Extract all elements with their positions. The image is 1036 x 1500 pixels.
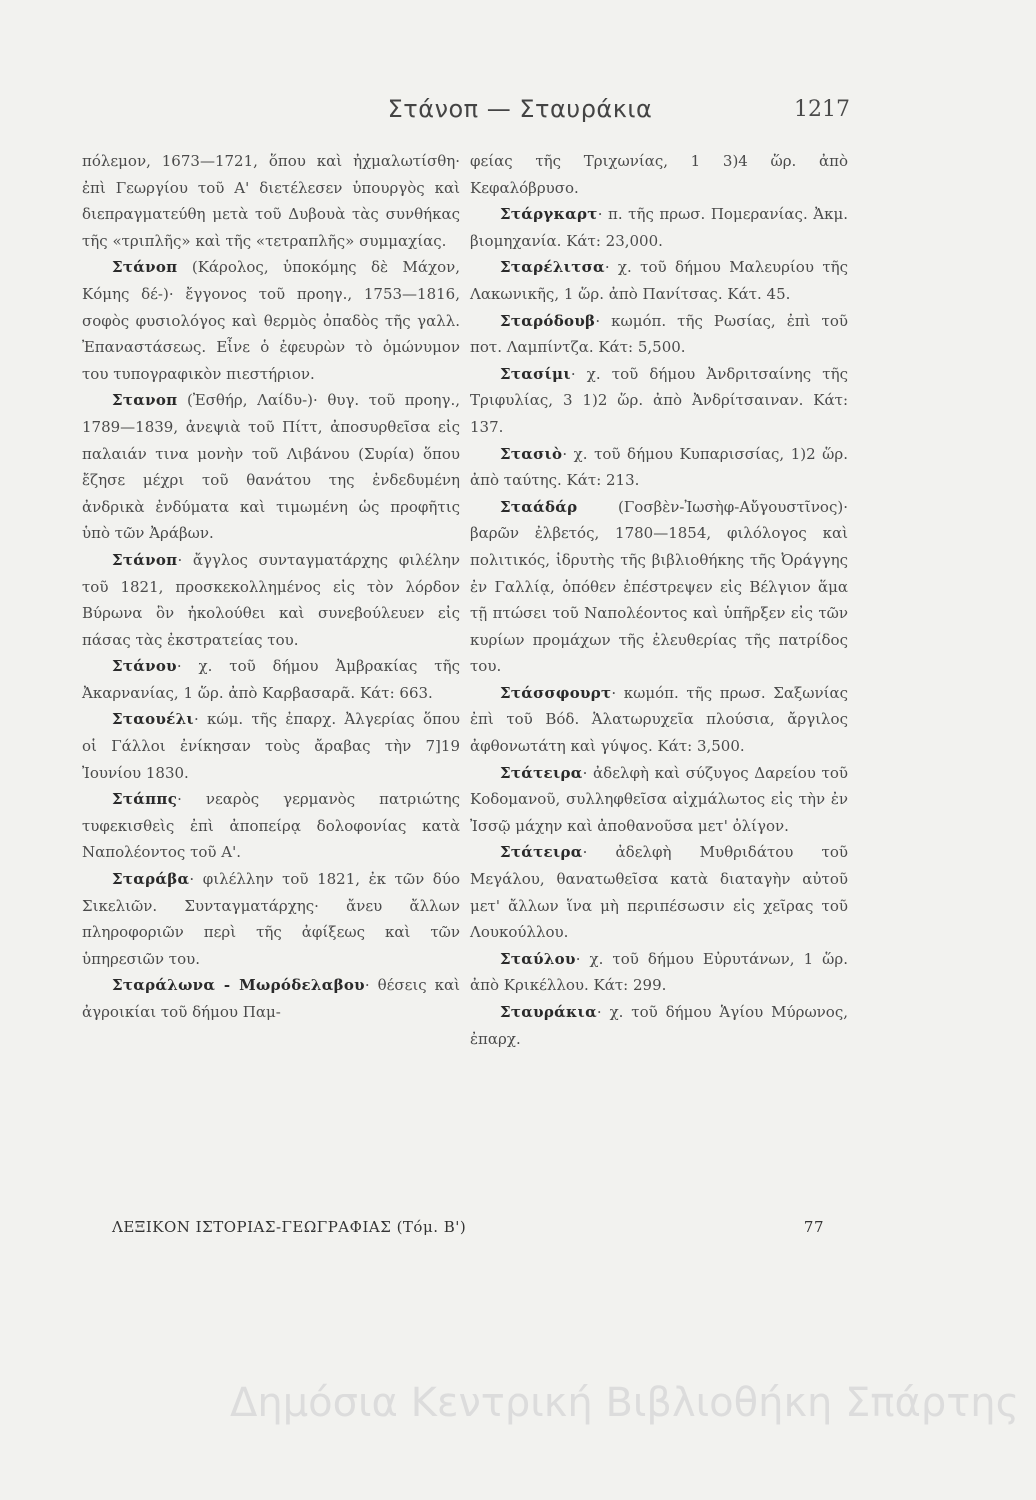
entry-text: · ἄγγλος συνταγματάρχης φιλέλην τοῦ 1821, προσκεκολλημένος εἰς τὸν λόρδον Βύρωνα ὃν ἠκολούθει καὶ συνεβούλευεν εἰς πάσας τὰς ἐκστρατείας του. [82,550,460,649]
entry-headword: Στάνου [112,657,177,676]
dictionary-entry [82,148,460,254]
entry-text: · νεαρὸς γερμανὸς πατριώτης τυφεκισθεὶς ἐπὶ ἀποπείρᾳ δολοφονίας κατὰ Ναπολέοντος τοῦ Α'. [82,790,460,862]
entry-headword: Σταύλου [500,949,576,968]
dictionary-entry [82,547,460,653]
entry-headword: Στάργκαρτ [500,205,598,224]
entry-headword: Σταυράκια [500,1003,597,1021]
right-column [470,148,848,1052]
entry-headword: Στανοπ [112,391,178,410]
entry-headword: Στασίμι [500,364,571,383]
entry-headword: Σταρόδουβ [500,311,596,330]
entry-headword: Στάππς [112,790,178,809]
running-head: Στάνοπ — Σταυράκια [387,95,653,123]
page-footer [112,1218,852,1236]
dictionary-entry [82,866,460,972]
entry-headword: Στασιὸ [500,444,563,463]
dictionary-entry [470,361,848,441]
entry-text: · χ. τοῦ δήμου Ἀμβρακίας τῆς Ἀκαρνανίας, 1 ὥρ. ἀπὸ Καρβασαρᾶ. Κάτ: 663. [82,657,460,702]
dictionary-entry [470,254,848,307]
dictionary-entry [470,946,848,999]
dictionary-entry [82,706,460,786]
dictionary-entry [470,494,848,680]
entry-text: · χ. τοῦ δήμου Εὐρυτάνων, 1 ὥρ. ἀπὸ Κρικέλλου. Κάτ: 299. [470,949,848,995]
entry-headword: Σταουέλι [112,710,194,729]
entry-text: (Γοσβὲν-Ἰωσὴφ-Αὔγουστῖνος)· βαρῶν ἐλβετός, 1780—1854, φιλόλογος καὶ πολιτικός, ἱδρυτὴς τῆς βιβλιοθήκης τῆς Ὀράγγης ἐν Γαλλίᾳ, ὁπόθεν ἐπέστρεψεν εἰς Βέλγιον ἅμα τῇ πτώσει τοῦ Ναπολέοντος καὶ ὑπῆρξεν εἰς τῶν κυρίων προμάχων τῆς ἐλευθερίας τῆς πατρίδος του. [470,497,848,676]
signature-mark: 77 [803,1218,824,1236]
entry-text: · ἀδελφὴ καὶ σύζυγος Δαρείου τοῦ Κοδομανοῦ, συλληφθεῖσα αἰχμάλωτος εἰς τὴν ἐν Ἰσσῷ μάχην καὶ ἀποθανοῦσα μετ' ὀλίγον. [470,763,848,835]
entry-headword: Στάνοπ [112,258,178,277]
entry-text: · ἀδελφὴ Μυθριδάτου τοῦ Μεγάλου, θανατωθεῖσα κατὰ διαταγὴν αὐτοῦ μετ' ἄλλων ἵνα μὴ περιπέσωσιν εἰς χεῖρας τοῦ Λουκούλλου. [470,843,848,942]
entry-headword: Σταάδάρ [500,497,578,516]
dictionary-entry [82,653,460,706]
entry-text: πόλεμον, 1673—1721, ὅπου καὶ ἠχμαλωτίσθη· ἐπὶ Γεωργίου τοῦ Α' διετέλεσεν ὑπουργὸς καὶ διεπραγματεύθη μετὰ τοῦ Δυβουὰ τὰς συνθήκας τῆς «τριπλῆς» καὶ τῆς «τετραπλῆς» συμμαχίας. [82,152,460,250]
entry-text: φείας τῆς Τριχωνίας, 1 3)4 ὥρ. ἀπὸ Κεφαλόβρυσο. [470,152,848,197]
entry-text: (Ἐσθήρ, Λαίδυ-)· θυγ. τοῦ προηγ., 1789—1839, ἀνεψιὰ τοῦ Πίττ, ἀποσυρθεῖσα εἰς παλαιάν τινα μονὴν τοῦ Λιβάνου (Συρία) ὅπου ἔζησε μέχρι τοῦ θανάτου της ἐνδεδυμένη ἀνδρικὰ ἐνδύματα καὶ τιμωμένη ὡς προφῆτις ὑπὸ τῶν Ἀράβων. [82,391,460,543]
dictionary-entry [470,441,848,494]
dictionary-entry [470,999,848,1052]
entry-text: · χ. τοῦ δήμου Μαλευρίου τῆς Λακωνικῆς, 1 ὥρ. ἀπὸ Πανίτσας. Κάτ. 45. [470,258,848,303]
footer-title: ΛΕΞΙΚΟΝ ΙΣΤΟΡΙΑΣ-ΓΕΩΓΡΑΦΙΑΣ (Τόμ. Β') [112,1218,467,1236]
entry-headword: Σταράβα [112,870,190,889]
entry-text: · θέσεις καὶ ἀγροικίαι τοῦ δήμου Παμ- [82,976,460,1021]
entry-text: · φιλέλλην τοῦ 1821, ἐκ τῶν δύο Σικελιῶν. Συνταγματάρχης· ἄνευ ἄλλων πληροφοριῶν περὶ τῆς ἀφίξεως καὶ τῶν ὑπηρεσιῶν του. [82,870,460,968]
entry-text: · χ. τοῦ δήμου Ἀνδριτσαίνης τῆς Τριφυλίας, 3 1)2 ὥρ. ἀπὸ Ἀνδρίτσαιναν. Κάτ: 137. [470,364,848,436]
dictionary-entry [470,680,848,760]
page-number: 1217 [794,97,850,122]
library-watermark: Δημόσια Κεντρική Βιβλιοθήκη Σπάρτης [230,1380,1020,1426]
dictionary-entry [470,201,848,254]
entry-headword: Στάτειρα [500,843,583,862]
entry-text: · κωμόπ. τῆς πρωσ. Σαξωνίας ἐπὶ τοῦ Βόδ. Ἁλατωρυχεῖα πλούσια, ἄργιλος ἀφθονωτάτη καὶ γύψος. Κάτ: 3,500. [470,683,848,756]
entry-headword: Σταρέλιτσα [500,258,605,277]
entry-text: · π. τῆς πρωσ. Πομερανίας. Ἀκμ. βιομηχανία. Κάτ: 23,000. [470,205,848,250]
dictionary-entry [470,760,848,840]
dictionary-entry [82,786,460,866]
dictionary-entry [82,972,460,1025]
entry-text: · χ. τοῦ δήμου Κυπαρισσίας, 1)2 ὥρ. ἀπὸ ταύτης. Κάτ: 213. [470,444,848,490]
dictionary-entry [470,839,848,945]
dictionary-entry [82,387,460,547]
left-column [82,148,460,1026]
entry-text: (Κάρολος, ὑποκόμης δὲ Μάχον, Κόμης δέ-)· ἔγγονος τοῦ προηγ., 1753—1816, σοφὸς φυσιολόγος καὶ θερμὸς ὀπαδὸς τῆς γαλλ. Ἐπαναστάσεως. Εἶνε ὁ ἐφευρὼν τὸ ὁμώνυμον του τυπογραφικὸν πιεστήριον. [82,258,460,383]
entry-text: · κώμ. τῆς ἐπαρχ. Ἀλγερίας ὅπου οἱ Γάλλοι ἐνίκησαν τοὺς ἄραβας τὴν 7]19 Ἰουνίου 1830. [82,710,460,782]
entry-headword: Σταράλωνα - Μωρόδελαβου [112,976,365,995]
entry-headword: Στάσσφουρτ [500,683,612,702]
dictionary-entry [470,308,848,361]
entry-headword: Στάτειρα [500,763,583,782]
entry-text: · κωμόπ. τῆς Ρωσίας, ἐπὶ τοῦ ποτ. Λαμπίντζα. Κάτ: 5,500. [470,311,848,357]
dictionary-entry [82,254,460,387]
entry-headword: Στάνοπ [112,550,178,569]
entry-text: · χ. τοῦ δήμου Ἁγίου Μύρωνος, ἐπαρχ. [470,1003,848,1048]
dictionary-entry [470,148,848,201]
